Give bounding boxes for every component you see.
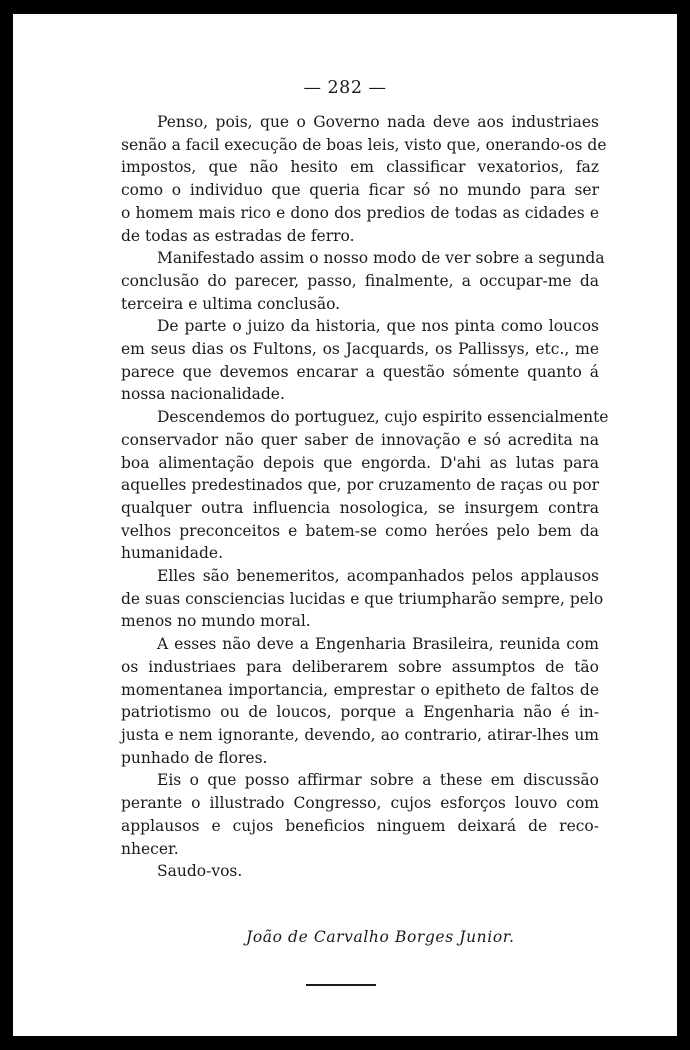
paragraph (85, 111, 607, 247)
text-line: o homem mais rico e dono dos predios de todas as cidades e (121, 203, 599, 222)
text-line: de suas consciencias lucidas e que triumpharão sempre, pelo (121, 589, 604, 608)
text-line: como o individuo que queria ficar só no mundo para ser (121, 181, 599, 200)
text-line: aquelles predestinados que, por cruzamento de raças ou por (121, 476, 599, 495)
text-line: em seus dias os Fultons, os Jacquards, os Pallissys, etc., me (121, 340, 599, 359)
text-line: A esses não deve a Engenharia Brasileira, reunida com (157, 635, 599, 654)
text-line: terceira e ultima conclusão. (121, 294, 341, 313)
text-line: boa alimentação depois que engorda. D'ahi as lutas para (121, 453, 599, 472)
text-line: os industriaes para deliberarem sobre assumptos de tão (121, 657, 599, 676)
text-line: patriotismo ou de loucos, porque a Engenharia não é in- (121, 703, 599, 722)
paragraph (85, 565, 604, 633)
author-signature: João de Carvalho Borges Junior. (246, 928, 515, 946)
text-line: parece que devemos encarar a questão sómente quanto á (121, 362, 599, 381)
text-line: Manifestado assim o nosso modo de ver sobre a segunda (157, 249, 605, 268)
paragraph (85, 633, 599, 769)
text-line: qualquer outra influencia nosologica, se insurgem contra (121, 498, 599, 517)
paragraph (85, 247, 605, 315)
text-line: justa e nem ignorante, devendo, ao contrario, atirar-lhes um (121, 725, 599, 744)
text-line: senão a facil execução de boas leis, visto que, onerando-os de (121, 135, 607, 154)
text-line: impostos, que não hesito em classificar vexatorios, faz (121, 158, 599, 177)
paragraph (85, 406, 609, 565)
text-line: conclusão do parecer, passo, finalmente, a occupar-me da (121, 271, 599, 290)
text-line: nhecer. (121, 839, 179, 858)
text-line: Saudo-vos. (157, 862, 243, 881)
paragraph (85, 769, 599, 860)
page-number: — 282 — (303, 78, 387, 98)
text-line: humanidade. (121, 544, 224, 563)
paragraph (85, 860, 599, 883)
text-line: Penso, pois, que o Governo nada deve aos industriaes (157, 113, 599, 131)
text-line: perante o illustrado Congresso, cujos esforços louvo com (121, 794, 599, 813)
text-line: De parte o juizo da historia, que nos pinta como loucos (157, 317, 599, 336)
end-rule (306, 984, 376, 986)
text-line: Descendemos do portuguez, cujo espirito essencialmente (157, 408, 609, 427)
body-text (85, 111, 609, 883)
text-line: de todas as estradas de ferro. (121, 226, 355, 245)
text-line: menos no mundo moral. (121, 612, 311, 631)
text-line: Elles são benemeritos, acompanhados pelos applausos (157, 567, 599, 586)
text-line: momentanea importancia, emprestar o epitheto de faltos de (121, 680, 599, 699)
text-line: applausos e cujos beneficios ninguem deixará de reco- (121, 816, 599, 835)
book-page (13, 14, 677, 1036)
text-line: velhos preconceitos e batem-se como heróes pelo bem da (121, 521, 599, 540)
text-line: nossa nacionalidade. (121, 385, 285, 404)
text-line: Eis o que posso affirmar sobre a these em discussão (157, 771, 599, 790)
paragraph (85, 315, 599, 406)
text-line: punhado de flores. (121, 748, 268, 767)
text-line: conservador não quer saber de innovação e só acredita na (121, 430, 599, 449)
